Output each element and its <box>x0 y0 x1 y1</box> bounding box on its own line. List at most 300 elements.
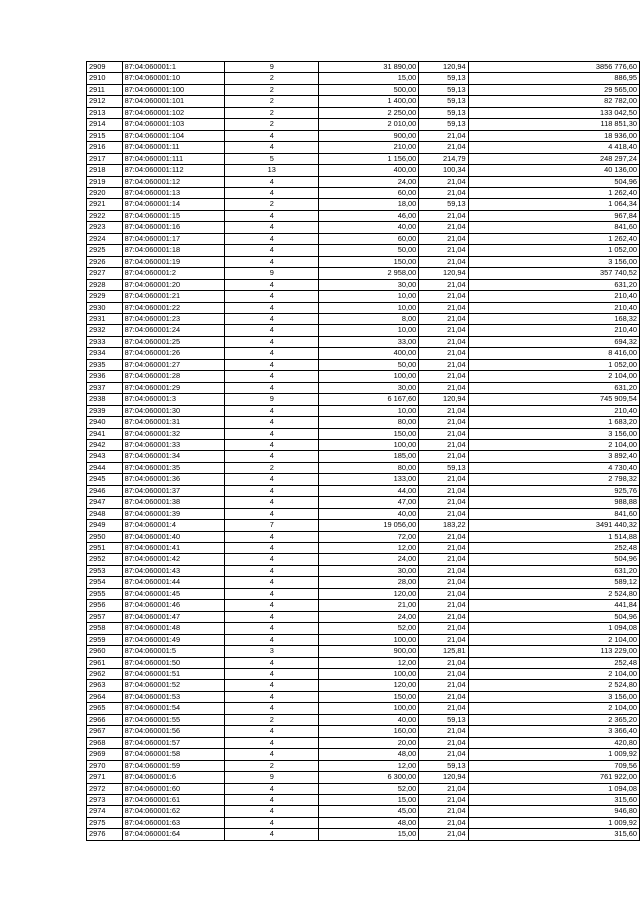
cadastral-number-cell: 87:04:060001:4 <box>122 520 225 531</box>
rate-cell: 21,04 <box>419 233 468 244</box>
rate-cell: 21,04 <box>419 428 468 439</box>
area-cell: 120,00 <box>319 588 419 599</box>
category-cell: 2 <box>225 760 319 771</box>
category-cell: 4 <box>225 531 319 542</box>
table-row <box>87 313 640 324</box>
cadastral-number-cell: 87:04:060001:58 <box>122 749 225 760</box>
cadastral-number-cell: 87:04:060001:32 <box>122 428 225 439</box>
cadastral-number-cell: 87:04:060001:39 <box>122 508 225 519</box>
rate-cell: 21,04 <box>419 130 468 141</box>
rate-cell: 21,04 <box>419 439 468 450</box>
value-cell: 210,40 <box>468 302 639 313</box>
area-cell: 48,00 <box>319 817 419 828</box>
cadastral-number-cell: 87:04:060001:61 <box>122 795 225 806</box>
category-cell: 4 <box>225 279 319 290</box>
cadastral-number-cell: 87:04:060001:33 <box>122 439 225 450</box>
cadastral-number-cell: 87:04:060001:112 <box>122 165 225 176</box>
rate-cell: 21,04 <box>419 691 468 702</box>
area-cell: 72,00 <box>319 531 419 542</box>
category-cell: 4 <box>225 726 319 737</box>
category-cell: 4 <box>225 737 319 748</box>
category-cell: 9 <box>225 268 319 279</box>
cadastral-number-cell: 87:04:060001:55 <box>122 714 225 725</box>
value-cell: 315,60 <box>468 829 639 840</box>
row-number-cell: 2934 <box>87 348 123 359</box>
rate-cell: 59,13 <box>419 714 468 725</box>
value-cell: 709,56 <box>468 760 639 771</box>
value-cell: 82 782,00 <box>468 96 639 107</box>
category-cell: 4 <box>225 508 319 519</box>
value-cell: 252,48 <box>468 657 639 668</box>
cadastral-number-cell: 87:04:060001:20 <box>122 279 225 290</box>
value-cell: 420,80 <box>468 737 639 748</box>
area-cell: 500,00 <box>319 84 419 95</box>
table-row <box>87 600 640 611</box>
row-number-cell: 2929 <box>87 291 123 302</box>
area-cell: 2 250,00 <box>319 107 419 118</box>
value-cell: 3 156,00 <box>468 691 639 702</box>
rate-cell: 120,94 <box>419 772 468 783</box>
cadastral-number-cell: 87:04:060001:41 <box>122 543 225 554</box>
area-cell: 47,00 <box>319 497 419 508</box>
rate-cell: 21,04 <box>419 302 468 313</box>
cadastral-number-cell: 87:04:060001:40 <box>122 531 225 542</box>
category-cell: 4 <box>225 829 319 840</box>
table-row <box>87 245 640 256</box>
rate-cell: 21,04 <box>419 291 468 302</box>
rate-cell: 59,13 <box>419 199 468 210</box>
value-cell: 988,88 <box>468 497 639 508</box>
table-row <box>87 222 640 233</box>
table-row <box>87 714 640 725</box>
value-cell: 967,84 <box>468 210 639 221</box>
table-row <box>87 646 640 657</box>
value-cell: 2 104,00 <box>468 669 639 680</box>
cadastral-number-cell: 87:04:060001:44 <box>122 577 225 588</box>
rate-cell: 21,04 <box>419 405 468 416</box>
cadastral-number-cell: 87:04:060001:28 <box>122 371 225 382</box>
row-number-cell: 2921 <box>87 199 123 210</box>
area-cell: 2 010,00 <box>319 119 419 130</box>
cadastral-number-cell: 87:04:060001:37 <box>122 485 225 496</box>
table-row <box>87 268 640 279</box>
rate-cell: 21,04 <box>419 737 468 748</box>
row-number-cell: 2918 <box>87 165 123 176</box>
value-cell: 113 229,00 <box>468 646 639 657</box>
category-cell: 4 <box>225 543 319 554</box>
area-cell: 33,00 <box>319 336 419 347</box>
cadastral-number-cell: 87:04:060001:53 <box>122 691 225 702</box>
row-number-cell: 2967 <box>87 726 123 737</box>
category-cell: 7 <box>225 520 319 531</box>
area-cell: 12,00 <box>319 543 419 554</box>
category-cell: 4 <box>225 313 319 324</box>
row-number-cell: 2959 <box>87 634 123 645</box>
rate-cell: 59,13 <box>419 760 468 771</box>
area-cell: 19 056,00 <box>319 520 419 531</box>
rate-cell: 21,04 <box>419 634 468 645</box>
area-cell: 150,00 <box>319 256 419 267</box>
area-cell: 48,00 <box>319 749 419 760</box>
rate-cell: 183,22 <box>419 520 468 531</box>
area-cell: 52,00 <box>319 783 419 794</box>
rate-cell: 59,13 <box>419 462 468 473</box>
area-cell: 10,00 <box>319 405 419 416</box>
rate-cell: 21,04 <box>419 417 468 428</box>
row-number-cell: 2950 <box>87 531 123 542</box>
cadastral-number-cell: 87:04:060001:31 <box>122 417 225 428</box>
table-row <box>87 485 640 496</box>
value-cell: 3491 440,32 <box>468 520 639 531</box>
table-row <box>87 84 640 95</box>
rate-cell: 21,04 <box>419 508 468 519</box>
value-cell: 1 262,40 <box>468 187 639 198</box>
rate-cell: 59,13 <box>419 119 468 130</box>
table-row <box>87 795 640 806</box>
table-row <box>87 210 640 221</box>
category-cell: 4 <box>225 703 319 714</box>
category-cell: 4 <box>225 336 319 347</box>
table-row <box>87 474 640 485</box>
rate-cell: 21,04 <box>419 543 468 554</box>
row-number-cell: 2973 <box>87 795 123 806</box>
table-row <box>87 508 640 519</box>
category-cell: 2 <box>225 84 319 95</box>
area-cell: 30,00 <box>319 565 419 576</box>
cadastral-number-cell: 87:04:060001:102 <box>122 107 225 118</box>
row-number-cell: 2943 <box>87 451 123 462</box>
row-number-cell: 2974 <box>87 806 123 817</box>
rate-cell: 120,94 <box>419 394 468 405</box>
value-cell: 2 524,80 <box>468 680 639 691</box>
cadastral-number-cell: 87:04:060001:11 <box>122 142 225 153</box>
row-number-cell: 2944 <box>87 462 123 473</box>
table-row <box>87 726 640 737</box>
cadastral-number-cell: 87:04:060001:19 <box>122 256 225 267</box>
rate-cell: 21,04 <box>419 359 468 370</box>
category-cell: 4 <box>225 439 319 450</box>
row-number-cell: 2964 <box>87 691 123 702</box>
value-cell: 3 156,00 <box>468 428 639 439</box>
value-cell: 248 297,24 <box>468 153 639 164</box>
value-cell: 1 052,00 <box>468 245 639 256</box>
category-cell: 4 <box>225 749 319 760</box>
rate-cell: 59,13 <box>419 96 468 107</box>
value-cell: 1 683,20 <box>468 417 639 428</box>
category-cell: 4 <box>225 222 319 233</box>
value-cell: 357 740,52 <box>468 268 639 279</box>
rate-cell: 21,04 <box>419 348 468 359</box>
cadastral-number-cell: 87:04:060001:16 <box>122 222 225 233</box>
rate-cell: 59,13 <box>419 107 468 118</box>
category-cell: 4 <box>225 657 319 668</box>
area-cell: 20,00 <box>319 737 419 748</box>
cadastral-number-cell: 87:04:060001:1 <box>122 62 225 73</box>
cadastral-number-cell: 87:04:060001:13 <box>122 187 225 198</box>
category-cell: 4 <box>225 554 319 565</box>
value-cell: 2 524,80 <box>468 588 639 599</box>
table-row <box>87 428 640 439</box>
row-number-cell: 2953 <box>87 565 123 576</box>
value-cell: 1 009,92 <box>468 817 639 828</box>
area-cell: 10,00 <box>319 291 419 302</box>
category-cell: 2 <box>225 73 319 84</box>
row-number-cell: 2946 <box>87 485 123 496</box>
value-cell: 504,96 <box>468 554 639 565</box>
table-row <box>87 279 640 290</box>
row-number-cell: 2960 <box>87 646 123 657</box>
cadastral-number-cell: 87:04:060001:46 <box>122 600 225 611</box>
value-cell: 2 104,00 <box>468 634 639 645</box>
rate-cell: 21,04 <box>419 657 468 668</box>
cadastral-number-cell: 87:04:060001:59 <box>122 760 225 771</box>
category-cell: 4 <box>225 783 319 794</box>
cadastral-number-cell: 87:04:060001:35 <box>122 462 225 473</box>
rate-cell: 21,04 <box>419 313 468 324</box>
value-cell: 631,20 <box>468 382 639 393</box>
rate-cell: 120,94 <box>419 268 468 279</box>
row-number-cell: 2939 <box>87 405 123 416</box>
value-cell: 2 365,20 <box>468 714 639 725</box>
table-row <box>87 451 640 462</box>
cadastral-number-cell: 87:04:060001:2 <box>122 268 225 279</box>
cadastral-number-cell: 87:04:060001:26 <box>122 348 225 359</box>
rate-cell: 21,04 <box>419 176 468 187</box>
area-cell: 30,00 <box>319 382 419 393</box>
table-row <box>87 62 640 73</box>
category-cell: 4 <box>225 428 319 439</box>
value-cell: 133 042,50 <box>468 107 639 118</box>
row-number-cell: 2948 <box>87 508 123 519</box>
rate-cell: 21,04 <box>419 795 468 806</box>
area-cell: 6 167,60 <box>319 394 419 405</box>
table-row <box>87 657 640 668</box>
category-cell: 9 <box>225 62 319 73</box>
table-row <box>87 588 640 599</box>
area-cell: 46,00 <box>319 210 419 221</box>
rate-cell: 21,04 <box>419 829 468 840</box>
category-cell: 4 <box>225 691 319 702</box>
area-cell: 21,00 <box>319 600 419 611</box>
value-cell: 3 366,40 <box>468 726 639 737</box>
cadastral-number-cell: 87:04:060001:104 <box>122 130 225 141</box>
cadastral-number-cell: 87:04:060001:24 <box>122 325 225 336</box>
category-cell: 4 <box>225 176 319 187</box>
category-cell: 4 <box>225 451 319 462</box>
cadastral-number-cell: 87:04:060001:101 <box>122 96 225 107</box>
cadastral-number-cell: 87:04:060001:34 <box>122 451 225 462</box>
cadastral-number-cell: 87:04:060001:103 <box>122 119 225 130</box>
rate-cell: 21,04 <box>419 256 468 267</box>
cadastral-number-cell: 87:04:060001:50 <box>122 657 225 668</box>
area-cell: 60,00 <box>319 187 419 198</box>
area-cell: 60,00 <box>319 233 419 244</box>
row-number-cell: 2952 <box>87 554 123 565</box>
value-cell: 1 009,92 <box>468 749 639 760</box>
cadastral-number-cell: 87:04:060001:54 <box>122 703 225 714</box>
cadastral-number-cell: 87:04:060001:62 <box>122 806 225 817</box>
table-row <box>87 543 640 554</box>
row-number-cell: 2966 <box>87 714 123 725</box>
table-row <box>87 554 640 565</box>
cadastral-number-cell: 87:04:060001:10 <box>122 73 225 84</box>
row-number-cell: 2914 <box>87 119 123 130</box>
category-cell: 4 <box>225 348 319 359</box>
rate-cell: 21,04 <box>419 806 468 817</box>
cadastral-number-cell: 87:04:060001:47 <box>122 611 225 622</box>
cadastral-number-cell: 87:04:060001:23 <box>122 313 225 324</box>
category-cell: 4 <box>225 302 319 313</box>
rate-cell: 21,04 <box>419 474 468 485</box>
rate-cell: 59,13 <box>419 84 468 95</box>
row-number-cell: 2927 <box>87 268 123 279</box>
category-cell: 4 <box>225 806 319 817</box>
category-cell: 4 <box>225 588 319 599</box>
rate-cell: 21,04 <box>419 565 468 576</box>
rate-cell: 214,79 <box>419 153 468 164</box>
rate-cell: 21,04 <box>419 703 468 714</box>
value-cell: 589,12 <box>468 577 639 588</box>
row-number-cell: 2962 <box>87 669 123 680</box>
row-number-cell: 2911 <box>87 84 123 95</box>
category-cell: 4 <box>225 680 319 691</box>
value-cell: 118 851,30 <box>468 119 639 130</box>
cadastral-number-cell: 87:04:060001:43 <box>122 565 225 576</box>
value-cell: 1 094,08 <box>468 783 639 794</box>
category-cell: 4 <box>225 291 319 302</box>
table-row <box>87 394 640 405</box>
cadastral-number-cell: 87:04:060001:17 <box>122 233 225 244</box>
table-row <box>87 233 640 244</box>
value-cell: 3 156,00 <box>468 256 639 267</box>
rate-cell: 21,04 <box>419 485 468 496</box>
table-row <box>87 153 640 164</box>
value-cell: 315,60 <box>468 795 639 806</box>
table-row <box>87 703 640 714</box>
area-cell: 50,00 <box>319 359 419 370</box>
cadastral-number-cell: 87:04:060001:18 <box>122 245 225 256</box>
row-number-cell: 2913 <box>87 107 123 118</box>
value-cell: 886,95 <box>468 73 639 84</box>
area-cell: 12,00 <box>319 657 419 668</box>
row-number-cell: 2919 <box>87 176 123 187</box>
cadastral-number-cell: 87:04:060001:49 <box>122 634 225 645</box>
area-cell: 15,00 <box>319 73 419 84</box>
table-row <box>87 359 640 370</box>
cadastral-number-cell: 87:04:060001:48 <box>122 623 225 634</box>
rate-cell: 21,04 <box>419 222 468 233</box>
row-number-cell: 2970 <box>87 760 123 771</box>
table-row <box>87 497 640 508</box>
cadastral-number-cell: 87:04:060001:52 <box>122 680 225 691</box>
rate-cell: 21,04 <box>419 554 468 565</box>
row-number-cell: 2932 <box>87 325 123 336</box>
row-number-cell: 2940 <box>87 417 123 428</box>
category-cell: 4 <box>225 611 319 622</box>
area-cell: 400,00 <box>319 348 419 359</box>
cadastral-number-cell: 87:04:060001:14 <box>122 199 225 210</box>
cadastral-number-cell: 87:04:060001:57 <box>122 737 225 748</box>
cadastral-number-cell: 87:04:060001:12 <box>122 176 225 187</box>
rate-cell: 21,04 <box>419 497 468 508</box>
table-row <box>87 577 640 588</box>
row-number-cell: 2976 <box>87 829 123 840</box>
cadastral-number-cell: 87:04:060001:25 <box>122 336 225 347</box>
value-cell: 925,76 <box>468 485 639 496</box>
area-cell: 40,00 <box>319 222 419 233</box>
value-cell: 761 922,00 <box>468 772 639 783</box>
value-cell: 2 104,00 <box>468 371 639 382</box>
area-cell: 6 300,00 <box>319 772 419 783</box>
category-cell: 2 <box>225 119 319 130</box>
value-cell: 29 565,00 <box>468 84 639 95</box>
value-cell: 631,20 <box>468 279 639 290</box>
area-cell: 210,00 <box>319 142 419 153</box>
row-number-cell: 2963 <box>87 680 123 691</box>
value-cell: 210,40 <box>468 291 639 302</box>
area-cell: 150,00 <box>319 428 419 439</box>
cadastral-number-cell: 87:04:060001:5 <box>122 646 225 657</box>
table-row <box>87 130 640 141</box>
area-cell: 80,00 <box>319 417 419 428</box>
row-number-cell: 2971 <box>87 772 123 783</box>
area-cell: 8,00 <box>319 313 419 324</box>
table-row <box>87 749 640 760</box>
value-cell: 40 136,00 <box>468 165 639 176</box>
table-row <box>87 806 640 817</box>
value-cell: 1 262,40 <box>468 233 639 244</box>
area-cell: 45,00 <box>319 806 419 817</box>
row-number-cell: 2969 <box>87 749 123 760</box>
value-cell: 841,60 <box>468 222 639 233</box>
table-row <box>87 737 640 748</box>
area-cell: 40,00 <box>319 508 419 519</box>
cadastral-number-cell: 87:04:060001:63 <box>122 817 225 828</box>
rate-cell: 120,94 <box>419 62 468 73</box>
value-cell: 1 514,88 <box>468 531 639 542</box>
cadastral-number-cell: 87:04:060001:111 <box>122 153 225 164</box>
category-cell: 5 <box>225 153 319 164</box>
rate-cell: 125,81 <box>419 646 468 657</box>
cadastral-number-cell: 87:04:060001:36 <box>122 474 225 485</box>
area-cell: 80,00 <box>319 462 419 473</box>
rate-cell: 21,04 <box>419 600 468 611</box>
value-cell: 4 418,40 <box>468 142 639 153</box>
row-number-cell: 2947 <box>87 497 123 508</box>
area-cell: 44,00 <box>319 485 419 496</box>
table-row <box>87 439 640 450</box>
table-row <box>87 325 640 336</box>
rate-cell: 21,04 <box>419 336 468 347</box>
row-number-cell: 2935 <box>87 359 123 370</box>
category-cell: 2 <box>225 96 319 107</box>
category-cell: 4 <box>225 497 319 508</box>
row-number-cell: 2933 <box>87 336 123 347</box>
value-cell: 252,48 <box>468 543 639 554</box>
value-cell: 441,84 <box>468 600 639 611</box>
area-cell: 12,00 <box>319 760 419 771</box>
value-cell: 631,20 <box>468 565 639 576</box>
category-cell: 4 <box>225 371 319 382</box>
rate-cell: 100,34 <box>419 165 468 176</box>
table-row <box>87 382 640 393</box>
area-cell: 160,00 <box>319 726 419 737</box>
row-number-cell: 2916 <box>87 142 123 153</box>
category-cell: 4 <box>225 233 319 244</box>
row-number-cell: 2941 <box>87 428 123 439</box>
rate-cell: 21,04 <box>419 279 468 290</box>
table-row <box>87 680 640 691</box>
